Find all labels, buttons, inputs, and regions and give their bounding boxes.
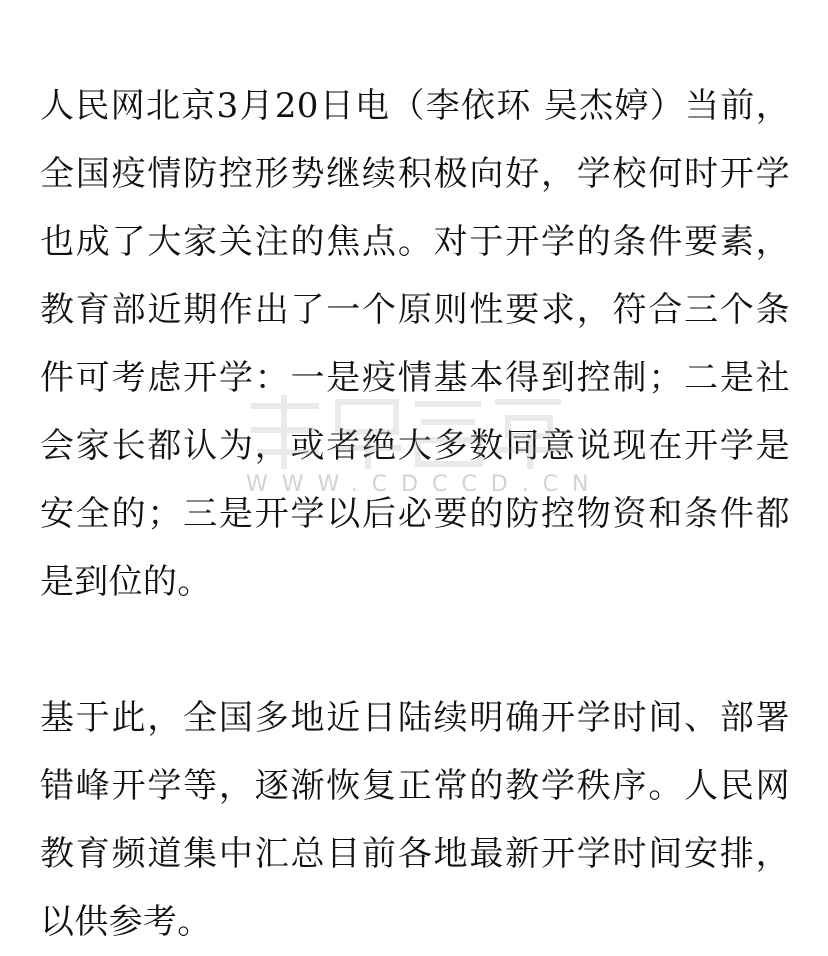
article-paragraph-2: 基于此，全国多地近日陆续明确开学时间、部署错峰开学等，逐渐恢复正常的教学秩序。人民网教育频道集中汇总目前各地最新开学时间安排，以供参考。 — [40, 698, 790, 942]
article-paragraph-1: 人民网北京3月20日电（李依环 吴杰婷）当前，全国疫情防控形势继续积极向好，学校何时开学也成了大家关注的焦点。对于开学的条件要素，教育部近期作出了一个原则性要求，符合三个条件可考虑开学：一是疫情基本得到控制；二是社会家长都认为，或者绝大多数同意说现在开学是安全的；三是开学以后必要的防控物资和条件都是到位的。 — [40, 86, 790, 602]
watermark-url: WWW.CDCCD.CN — [246, 472, 603, 497]
article-body — [40, 72, 790, 956]
